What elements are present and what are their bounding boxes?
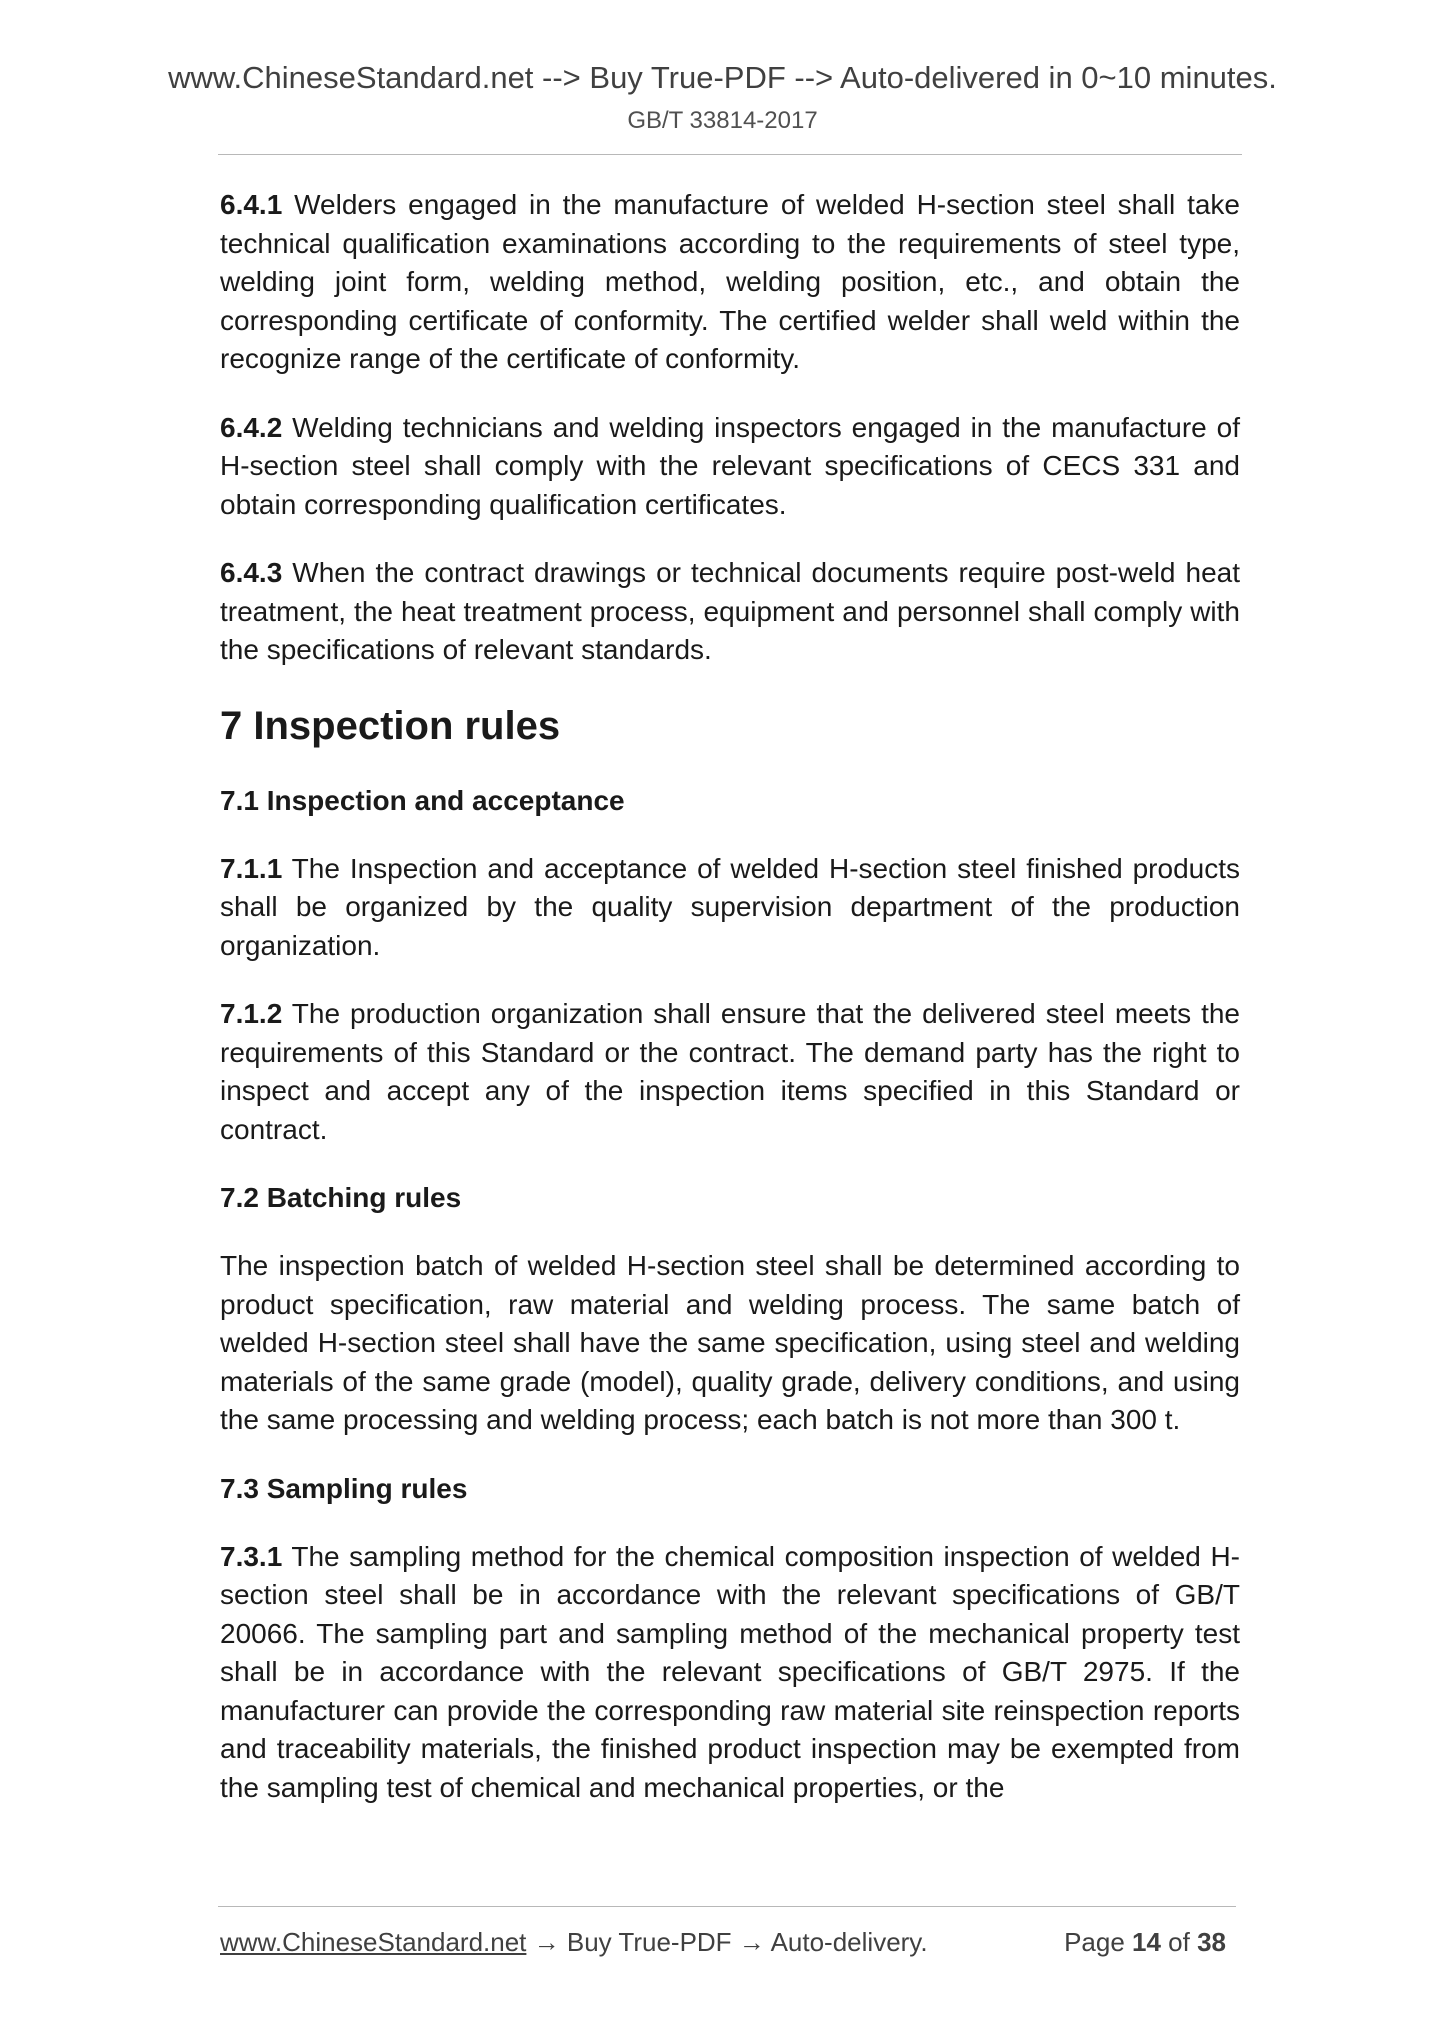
footer-divider <box>218 1906 1236 1907</box>
subsection-heading-7-1: 7.1 Inspection and acceptance <box>220 784 625 816</box>
clause-text: The Inspection and acceptance of welded H-section steel finished products shall be organized by the quality supervision department of the production organization. <box>220 852 1240 961</box>
clause-7-1-1 <box>220 850 1240 966</box>
clause-7-1-2 <box>220 995 1240 1149</box>
clause-number: 7.3.1 <box>220 1540 283 1572</box>
page-label: Page <box>1064 1927 1133 1957</box>
clause-6-4-1 <box>220 186 1240 379</box>
clause-number: 7.1.2 <box>220 998 283 1029</box>
page-total: 38 <box>1197 1927 1226 1957</box>
clause-text: Welders engaged in the manufacture of welded H-section steel shall take technical qualification examinations according to the requirements of steel type, welding joint form, welding method, welding position, etc., and obtain the corresponding certificate of conformity. The certified welder shall weld within the recognize range of the certificate of conformity. <box>220 189 1240 374</box>
paragraph-7-2: The inspection batch of welded H-section steel shall be determined according to product specification, raw material and welding process. The same batch of welded H-section steel shall have the same specification, using steel and welding materials of the same grade (model), quality grade, delivery conditions, and using the same processing and welding process; each batch is not more than 300 t. <box>220 1250 1240 1435</box>
page-header <box>0 58 1445 138</box>
page-number: 14 <box>1132 1927 1161 1957</box>
clause-text: The production organization shall ensure that the delivered steel meets the requirements of this Standard or the contract. The demand party has the right to inspect and accept any of the inspection items specified in this Standard or contract. <box>220 998 1240 1145</box>
clause-7-3-1 <box>220 1538 1240 1808</box>
site-banner: www.ChineseStandard.net --> Buy True-PDF --> Auto-delivered in 0~10 minutes. <box>168 60 1277 95</box>
of-label: of <box>1160 1927 1198 1957</box>
footer-site-link[interactable]: www.ChineseStandard.net <box>220 1927 527 1957</box>
subsection-heading-7-2: 7.2 Batching rules <box>220 1182 462 1213</box>
section-heading-7: 7 Inspection rules <box>220 703 561 748</box>
clause-6-4-2 <box>220 409 1240 525</box>
footer-tagline: → Buy True-PDF → Auto-delivery. <box>526 1927 928 1957</box>
clause-text: The sampling method for the chemical composition inspection of welded H-section steel shall be in accordance with the relevant specifications of GB/T 20066. The sampling part and sampling method of the mechanical property test shall be in accordance with the relevant specifications of GB/T 2975. If the manufacturer can provide the corresponding raw material site reinspection reports and traceability materials, the finished product inspection may be exempted from the sampling test of chemical and mechanical properties, or the <box>220 1540 1240 1803</box>
subsection-heading-7-3: 7.3 Sampling rules <box>220 1472 468 1504</box>
clause-number: 6.4.3 <box>220 557 283 588</box>
document-id: GB/T 33814-2017 <box>627 107 818 134</box>
page-indicator <box>1064 1924 1226 1960</box>
clause-number: 6.4.1 <box>220 189 283 220</box>
clause-text: When the contract drawings or technical documents require post-weld heat treatment, the heat treatment process, equipment and personnel shall comply with the specifications of relevant standards. <box>220 557 1240 665</box>
footer-left <box>220 1924 928 1960</box>
clause-number: 7.1.1 <box>220 852 283 884</box>
clause-6-4-3 <box>220 554 1240 670</box>
document-body <box>220 186 1240 1837</box>
clause-number: 6.4.2 <box>220 411 283 443</box>
header-divider <box>218 154 1242 155</box>
clause-text: Welding technicians and welding inspectors engaged in the manufacture of H-section steel shall comply with the relevant specifications of CECS 331 and obtain corresponding qualification certificates. <box>220 411 1240 520</box>
